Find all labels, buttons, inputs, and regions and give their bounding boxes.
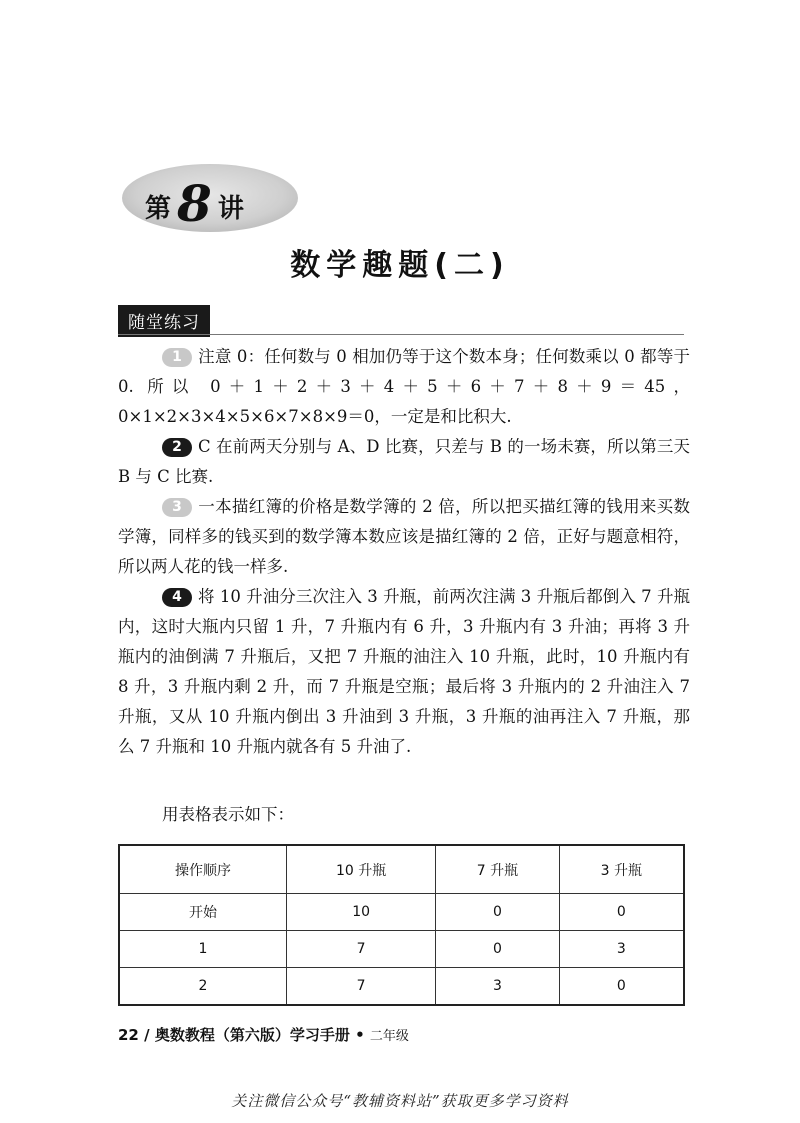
- lecture-number: 8: [177, 174, 212, 233]
- table-cell: 0: [559, 968, 684, 1006]
- header-10l-bottle: 10 升瓶: [286, 845, 435, 894]
- table-cell: 0: [436, 894, 559, 931]
- lecture-prefix: 第: [145, 194, 172, 224]
- header-3l-bottle: 3 升瓶: [559, 845, 684, 894]
- answer-number-badge: 1: [162, 348, 192, 367]
- answer-text: C 在前两天分别与 A、D 比赛，只差与 B 的一场未赛，所以第三天 B 与 C 比赛.: [118, 437, 690, 486]
- table-cell: 2: [119, 968, 286, 1006]
- answer-number-badge: 2: [162, 438, 192, 457]
- page-number: 22: [118, 1026, 139, 1044]
- table-row: [119, 968, 684, 1006]
- header-7l-bottle: 7 升瓶: [436, 845, 559, 894]
- lecture-number-label: [145, 170, 244, 233]
- answer-1: [118, 342, 690, 432]
- table-row: [119, 931, 684, 968]
- oil-pouring-table: [118, 844, 685, 1006]
- answer-3: [118, 492, 690, 582]
- table-cell: 10: [286, 894, 435, 931]
- section-divider: [118, 334, 684, 335]
- header-step: 操作顺序: [119, 845, 286, 894]
- page-footer: [118, 1024, 409, 1045]
- table-cell: 0: [436, 931, 559, 968]
- table-cell: 1: [119, 931, 286, 968]
- table-cell: 3: [436, 968, 559, 1006]
- answer-2: [118, 432, 690, 492]
- answer-text: 注意 0：任何数与 0 相加仍等于这个数本身；任何数乘以 0 都等于 0. 所以 0＋1＋2＋3＋4＋5＋6＋7＋8＋9＝45，0×1×2×3×4×5×6×7×8×9＝0，一定是和比积大.: [118, 347, 690, 426]
- table-cell: 7: [286, 931, 435, 968]
- section-label: 随堂练习: [118, 305, 210, 337]
- watermark-text: 关注微信公众号“教辅资料站”获取更多学习资料: [231, 1092, 569, 1110]
- table-cell: 0: [559, 894, 684, 931]
- answer-number-badge: 3: [162, 498, 192, 517]
- table-intro: 用表格表示如下：: [162, 805, 294, 824]
- table-cell: 7: [286, 968, 435, 1006]
- footer-separator: /: [144, 1026, 150, 1044]
- grade-label: 二年级: [369, 1029, 409, 1044]
- page-title: 数学趣题(二): [290, 248, 510, 283]
- table-row: [119, 894, 684, 931]
- table-cell: 开始: [119, 894, 286, 931]
- table-cell: 3: [559, 931, 684, 968]
- answer-4: [118, 582, 690, 762]
- table-header-row: [119, 845, 684, 894]
- answer-text: 一本描红簿的价格是数学簿的 2 倍，所以把买描红簿的钱用来买数学簿，同样多的钱买到的数学簿本数应该是描红簿的 2 倍，正好与题意相符，所以两人花的钱一样多.: [118, 497, 690, 576]
- answer-number-badge: 4: [162, 588, 192, 607]
- footer-dot: •: [355, 1026, 365, 1044]
- lecture-suffix: 讲: [217, 194, 244, 224]
- answer-text: 将 10 升油分三次注入 3 升瓶，前两次注满 3 升瓶后都倒入 7 升瓶内，这时大瓶内只留 1 升，7 升瓶内有 6 升，3 升瓶内有 3 升油；再将 3 升瓶内的油倒满 7 升瓶后，又把 7 升瓶的油注入 10 升瓶，此时，10 升瓶内有 8 升，3 升瓶内剩 2 升，而 7 升瓶是空瓶；最后将 3 升瓶内的 2 升油注入 7 升瓶，又从 10 升瓶内倒出 3 升油到 3 升瓶，3 升瓶的油再注入 7 升瓶，那么 7 升瓶和 10 升瓶内就各有 5 升油了.: [118, 587, 690, 756]
- lecture-badge: [120, 160, 300, 238]
- book-title: 奥数教程（第六版）学习手册: [154, 1026, 350, 1044]
